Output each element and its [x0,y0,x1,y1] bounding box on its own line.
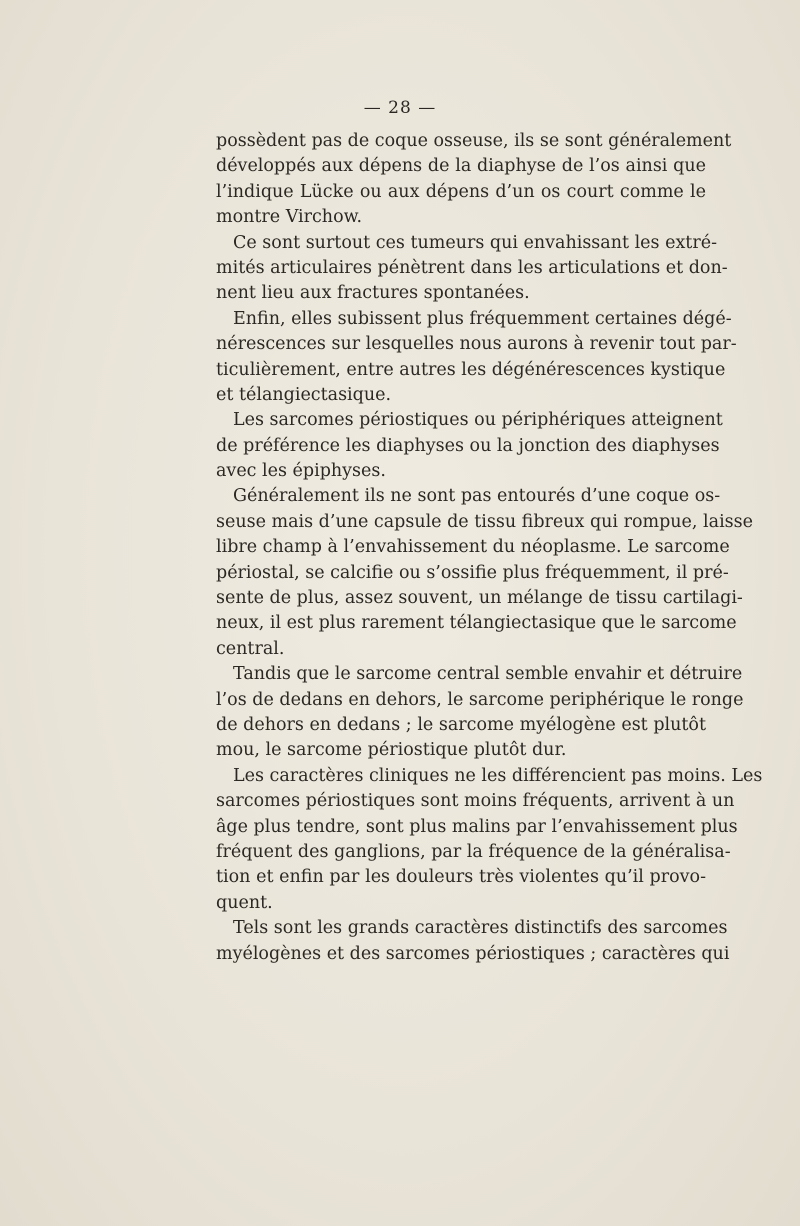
text-line: libre champ à l’envahissement du néoplasme. Le sarcome [216,537,730,558]
text-line: sente de plus, assez souvent, un mélange de tissu cartilagi- [216,588,743,609]
text-line: mou, le sarcome périostique plutôt dur. [216,740,567,761]
text-line: de dehors en dedans ; le sarcome myélogène est plutôt [216,714,706,735]
text-line: Les caractères cliniques ne les différencient pas moins. Les [233,765,763,786]
text-line: Enfin, elles subissent plus fréquemment certaines dégé- [233,308,732,329]
text-line: ticulièrement, entre autres les dégénérescences kystique [216,359,726,380]
text-line: montre Virchow. [216,207,363,228]
text-line: Ce sont surtout ces tumeurs qui envahissant les extré- [233,232,717,253]
text-line: sarcomes périostiques sont moins fréquents, arrivent à un [216,791,735,812]
text-line: Tandis que le sarcome central semble envahir et détruire [233,664,743,685]
text-line: développés aux dépens de la diaphyse de l’os ainsi que [216,156,706,177]
text-line: âge plus tendre, sont plus malins par l’envahissement plus [216,816,738,837]
text-line: Les sarcomes périostiques ou périphériques atteignent [233,410,723,431]
text-line: possèdent pas de coque osseuse, ils se sont généralement [216,131,732,151]
page-number: — 28 — [363,98,437,118]
text-line: tion et enfin par les douleurs très violentes qu’il provo- [216,867,706,888]
text-line: l’indique Lücke ou aux dépens d’un os court comme le [216,181,706,202]
text-line: mités articulaires pénètrent dans les articulations et don- [216,257,728,278]
text-line: neux, il est plus rarement télangiectasique que le sarcome [216,613,737,634]
text-line: fréquent des ganglions, par la fréquence de la généralisa- [216,841,731,862]
text-line: central. [216,638,285,659]
text-line: de préférence les diaphyses ou la jonction des diaphyses [216,435,720,456]
text-line: Généralement ils ne sont pas entourés d’une coque os- [233,486,721,507]
text-line: l’os de dedans en dehors, le sarcome periphérique le ronge [216,689,744,710]
text-line: périostal, se calcifie ou s’ossifie plus fréquemment, il pré- [216,562,729,583]
body-text [216,129,763,967]
text-line: avec les épiphyses. [216,461,386,482]
text-line: seuse mais d’une capsule de tissu fibreux qui rompue, laisse [216,511,753,532]
text-line: et télangiectasique. [216,384,392,405]
text-line: quent. [216,892,273,913]
text-line: nent lieu aux fractures spontanées. [216,283,530,304]
text-line: Tels sont les grands caractères distinctifs des sarcomes [233,918,728,939]
text-line: nérescences sur lesquelles nous aurons à revenir tout par- [216,334,737,355]
text-line: myélogènes et des sarcomes périostiques ; caractères qui [216,943,730,964]
